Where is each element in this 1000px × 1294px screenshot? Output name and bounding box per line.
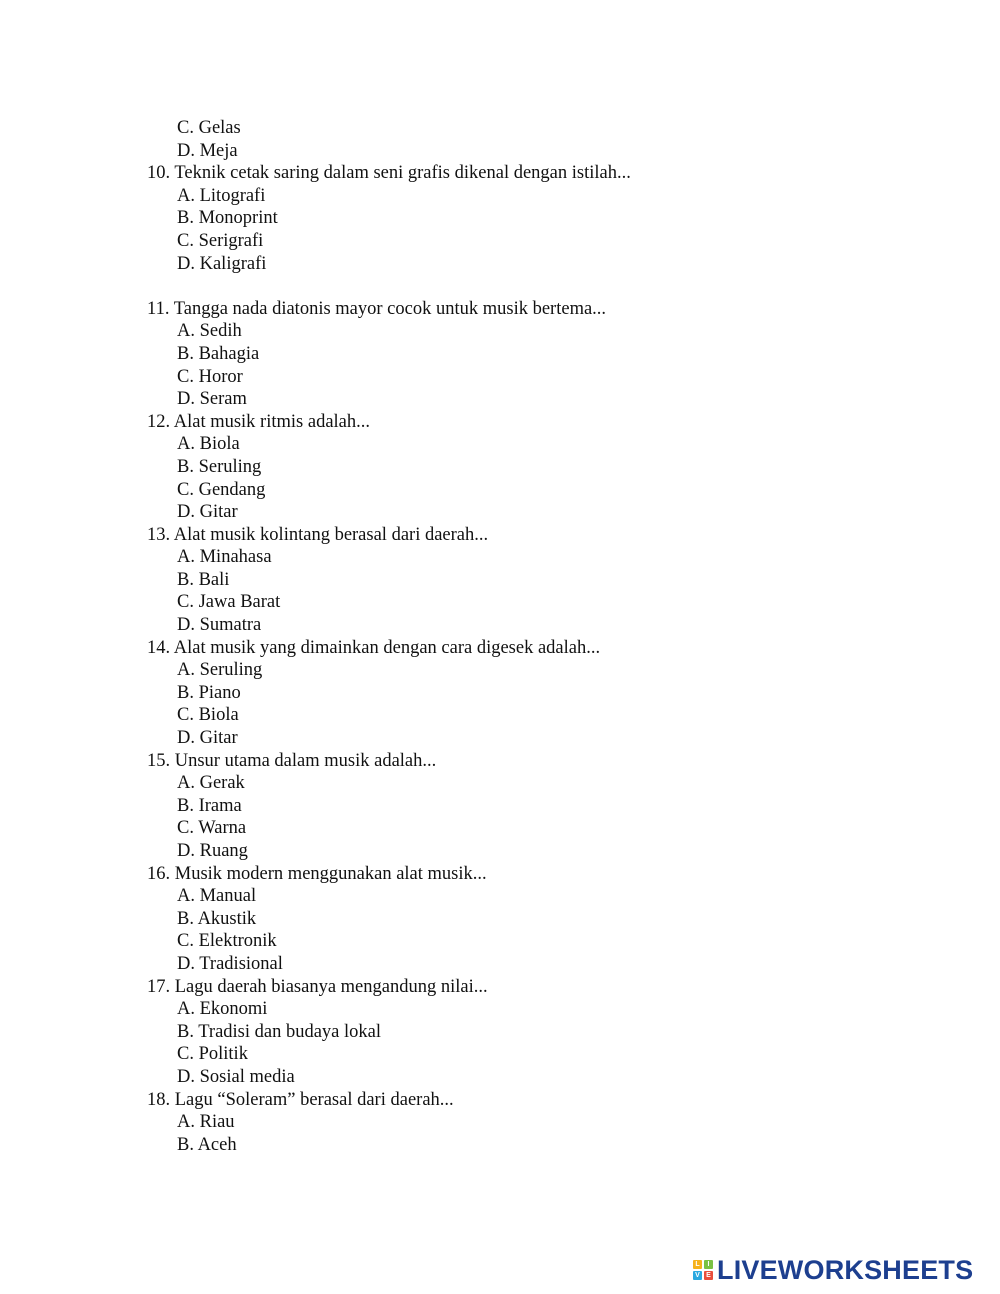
answer-option: A. Manual (177, 886, 257, 907)
answer-option: C. Biola (177, 705, 239, 726)
answer-option: D. Seram (177, 389, 247, 410)
question-text: 18. Lagu “Soleram” berasal dari daerah... (147, 1089, 454, 1110)
question-text: 11. Tangga nada diatonis mayor cocok untuk musik bertema... (147, 298, 607, 319)
logo-mark-square: E (704, 1271, 713, 1280)
answer-option: C. Politik (177, 1044, 248, 1065)
answer-option: A. Seruling (177, 660, 263, 681)
answer-option: A. Sedih (177, 321, 242, 342)
answer-option: C. Elektronik (177, 931, 277, 952)
question-text: 16. Musik modern menggunakan alat musik... (147, 863, 487, 884)
answer-option: B. Monoprint (177, 208, 278, 229)
answer-option: C. Gendang (177, 479, 266, 500)
answer-option: D. Sumatra (177, 615, 262, 636)
question-text: 15. Unsur utama dalam musik adalah... (147, 750, 437, 771)
answer-option: A. Litografi (177, 185, 266, 206)
answer-option: A. Biola (177, 434, 240, 455)
answer-option: D. Meja (177, 140, 238, 161)
answer-option: B. Piano (177, 682, 241, 703)
liveworksheets-logo (693, 1255, 973, 1285)
answer-option: C. Horor (177, 366, 243, 387)
question-list (147, 117, 947, 1156)
answer-option: C. Warna (177, 818, 247, 839)
question-text: 17. Lagu daerah biasanya mengandung nilai... (147, 976, 488, 997)
answer-option: B. Bali (177, 569, 230, 590)
question-text: 12. Alat musik ritmis adalah... (147, 411, 371, 432)
answer-option: B. Aceh (177, 1134, 237, 1155)
answer-option: A. Gerak (177, 773, 245, 794)
logo-mark-square: V (693, 1271, 702, 1280)
logo-mark-icon (693, 1260, 713, 1280)
logo-text: LIVEWORKSHEETS (717, 1255, 974, 1285)
answer-option: B. Irama (177, 795, 242, 816)
answer-option: D. Gitar (177, 728, 238, 749)
answer-option: A. Ekonomi (177, 999, 268, 1020)
answer-option: B. Bahagia (177, 343, 260, 364)
answer-option: A. Minahasa (177, 547, 272, 568)
answer-option: C. Serigrafi (177, 230, 264, 251)
question-text: 13. Alat musik kolintang berasal dari daerah... (147, 524, 489, 545)
logo-mark-square: L (693, 1260, 702, 1269)
question-text: 10. Teknik cetak saring dalam seni grafis dikenal dengan istilah... (147, 163, 631, 184)
blank-line (147, 275, 947, 298)
answer-option: B. Tradisi dan budaya lokal (177, 1021, 382, 1042)
answer-option: B. Akustik (177, 908, 257, 929)
answer-option: B. Seruling (177, 456, 262, 477)
question-text: 14. Alat musik yang dimainkan dengan cara digesek adalah... (147, 637, 601, 658)
answer-option: D. Ruang (177, 841, 248, 861)
answer-option: C. Jawa Barat (177, 592, 281, 613)
answer-option: D. Gitar (177, 502, 238, 523)
answer-option: D. Tradisional (177, 953, 283, 974)
answer-option: D. Kaligrafi (177, 253, 267, 274)
answer-option: C. Gelas (177, 118, 241, 138)
answer-option: D. Sosial media (177, 1066, 295, 1087)
answer-option: A. Riau (177, 1112, 235, 1133)
logo-mark-square: I (704, 1260, 713, 1269)
